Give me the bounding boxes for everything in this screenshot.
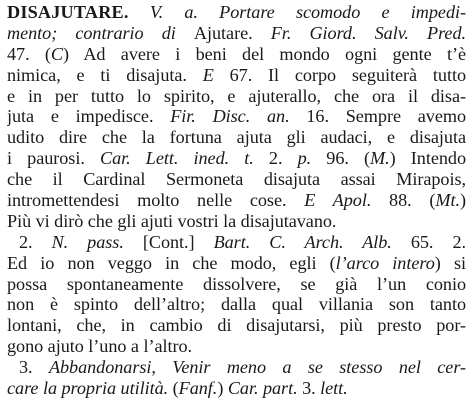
italic-text: Abbandonarsi, Venir meno a se stesso nel cer- — [48, 357, 466, 378]
text-run: 2. — [19, 231, 52, 252]
italic-text: Mt. — [435, 190, 460, 211]
text-run: nimica, e ti disajuta. — [7, 64, 203, 85]
italic-text: Fanf. — [178, 378, 218, 399]
text-run: Ajutare. — [193, 22, 271, 43]
text-run: 2. — [253, 148, 298, 169]
italic-text: C — [50, 43, 64, 64]
entry-line — [7, 357, 466, 378]
text-run: ) — [460, 190, 466, 211]
text-run: 3. — [19, 357, 49, 378]
entry-line — [7, 378, 466, 399]
italic-text: N. pass. — [51, 231, 124, 252]
italic-text: Car. Lett. ined. t. — [99, 148, 254, 169]
italic-text: E — [202, 64, 214, 85]
text-run: ) Intendo — [389, 148, 466, 169]
text-run: ( — [168, 378, 179, 399]
entry-line — [7, 315, 466, 336]
text-run: 47. ( — [7, 43, 51, 64]
text-run: ) si — [434, 252, 466, 273]
text-run: che il Cardinal Sermoneta disajuta assai Mirapois, — [7, 169, 466, 190]
text-run: 16. Sempre avemo — [289, 106, 466, 127]
entry-line — [7, 65, 466, 86]
text-run: juta e impedisce. — [7, 106, 171, 127]
entry-line — [7, 190, 466, 211]
italic-text: E Apol. — [304, 190, 372, 211]
italic-text: Fir. Disc. an. — [170, 106, 290, 127]
text-run: 3. — [297, 378, 321, 399]
entry-line — [7, 23, 466, 44]
text-run: gono ajuto l’uno a l’altro. — [7, 336, 193, 357]
italic-text: lett. — [320, 378, 348, 399]
text-run: 96. ( — [311, 148, 371, 169]
italic-text: Fr. Giord. Salv. Pred. — [270, 22, 466, 43]
entry-line — [7, 106, 466, 127]
text-run — [129, 2, 150, 22]
text-run: possa spontaneamente dissolvere, se già l’un conio — [7, 273, 466, 294]
italic-text: M. — [370, 148, 390, 169]
text-run: intromettendesi molto nelle cose. — [7, 190, 305, 211]
italic-text: care la propria utilità. — [7, 378, 169, 399]
text-run: 88. ( — [371, 190, 436, 211]
text-run: Ed io non veggo in che modo, egli ( — [7, 252, 336, 273]
text-run: 65. 2. — [391, 231, 466, 252]
entry-line — [7, 294, 466, 315]
text-run: lontani, che, in cambio di disajutarsi, più presto por- — [7, 315, 466, 336]
entry-line — [7, 86, 466, 107]
italic-text: mento; contrario di — [7, 22, 194, 43]
italic-text: V. a. Portare scomodo e impedi- — [149, 2, 466, 22]
entry-line — [7, 211, 466, 232]
text-run: ) Ad avere i beni del mondo ogni gente t’è — [63, 43, 466, 64]
headword: DISAJUTARE. — [7, 2, 129, 22]
italic-text: Car. part. — [227, 378, 298, 399]
italic-text: l’arco intero — [335, 252, 435, 273]
entry-line — [7, 44, 466, 65]
italic-text: Bart. C. Arch. Alb. — [213, 231, 392, 252]
entry-line — [7, 232, 466, 253]
entry-line — [7, 2, 466, 23]
entry-line — [7, 253, 466, 274]
entry-line — [7, 274, 466, 295]
italic-text: p. — [297, 148, 312, 169]
text-run: Più vi dirò che gli ajuti vostri la disajutavano. — [7, 210, 337, 231]
text-run: e in per tutto lo spirito, e ajuterallo, che ora il disa- — [7, 85, 466, 106]
text-run: non è spinto dell’altro; dalla qual villania son tanto — [7, 294, 466, 315]
text-run: 67. Il corpo seguiterà tutto — [213, 64, 466, 85]
entry-line — [7, 127, 466, 148]
text-run: i paurosi. — [7, 148, 100, 169]
text-run: ) — [217, 378, 228, 399]
entry-line — [7, 336, 466, 357]
text-run: [Cont.] — [123, 231, 214, 252]
text-run: udito dire che la fortuna ajuta gli audaci, e disajuta — [7, 127, 466, 148]
entry-line — [7, 169, 466, 190]
entry-line — [7, 148, 466, 169]
